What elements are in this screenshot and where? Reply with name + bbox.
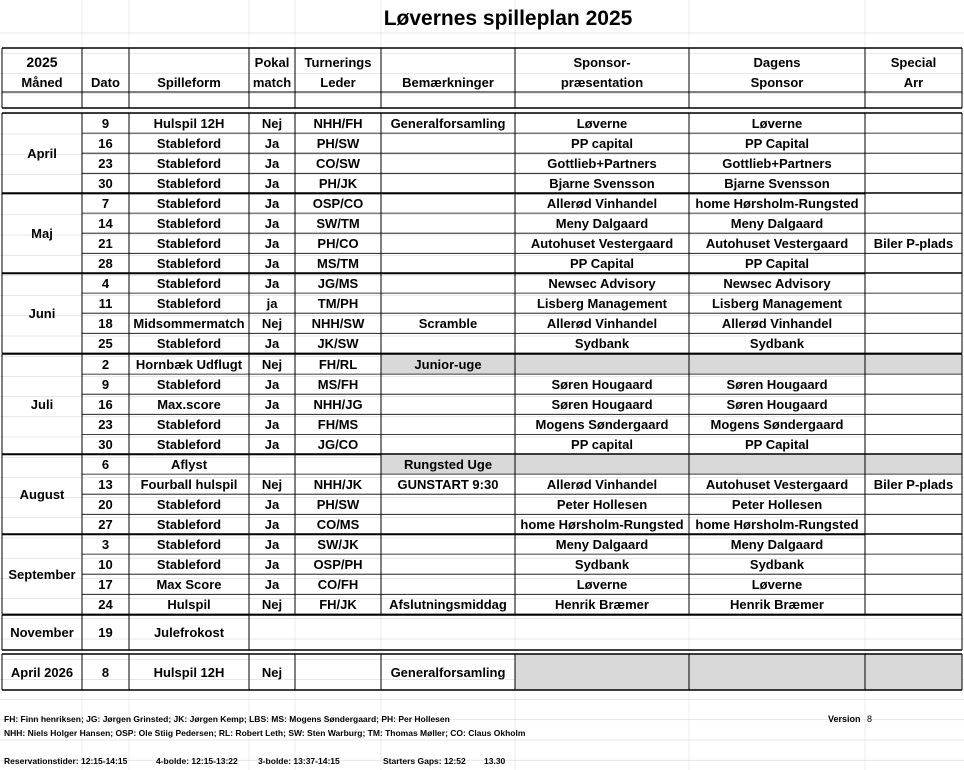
- juni-sponsor-cell: Lisberg Management: [536, 295, 668, 311]
- september-special-cell: [865, 554, 962, 574]
- september-date-cell: 24: [98, 596, 113, 612]
- juli-remarks-cell: [381, 414, 515, 434]
- juli-form-cell: Stableford: [156, 436, 222, 452]
- version-value: 8: [867, 714, 873, 724]
- august-leader-cell: NHH/JK: [313, 476, 363, 492]
- maj-day-sponsor-cell: home Hørsholm-Rungsted: [695, 195, 859, 211]
- august-sponsor-cell: [515, 454, 689, 474]
- august-special-cell: [865, 454, 962, 474]
- month-label-maj: Maj: [31, 225, 53, 241]
- august-form-cell: Stableford: [156, 516, 222, 532]
- april-day-sponsor-cell: PP Capital: [744, 135, 810, 151]
- maj-leader-cell: OSP/CO: [312, 195, 364, 211]
- september-leader-cell: FH/JK: [319, 596, 357, 612]
- juni-day-sponsor-cell: Lisberg Management: [711, 295, 843, 311]
- maj-day-sponsor-cell: Meny Dalgaard: [730, 215, 824, 231]
- juli-day-sponsor-cell: PP Capital: [744, 436, 810, 452]
- april-special-cell: [865, 113, 962, 133]
- april-leader-cell: PH/JK: [318, 175, 358, 191]
- juli-remarks-cell: [381, 374, 515, 394]
- juli-sponsor-cell: PP capital: [571, 436, 633, 452]
- maj-date-cell: 28: [98, 255, 113, 271]
- april-2026-month: April 2026: [10, 664, 74, 680]
- april-special-cell: [865, 133, 962, 153]
- maj-date-cell: 7: [101, 195, 110, 211]
- august-sponsor-cell: home Hørsholm-Rungsted: [520, 516, 684, 532]
- september-leader-cell: SW/JK: [317, 536, 359, 552]
- september-day-sponsor-cell: Henrik Bræmer: [730, 596, 824, 612]
- juni-pokal-cell: Ja: [264, 275, 280, 291]
- month-label-september: September: [8, 566, 76, 582]
- juli-day-sponsor-cell: Mogens Søndergaard: [710, 416, 844, 432]
- maj-form-cell: Stableford: [156, 255, 222, 271]
- april-sponsor-cell: PP capital: [571, 135, 633, 151]
- legend-line-2: NHH: Niels Holger Hansen; OSP: Ole Stiig Pedersen; RL: Robert Leth; SW: Sten Warburg; TM: Thomas Møller; CO: Claus Okholm: [4, 728, 526, 738]
- juli-day-sponsor-cell: [689, 354, 865, 374]
- form-header: Spilleform: [157, 74, 221, 90]
- maj-leader-cell: SW/TM: [316, 215, 360, 231]
- maj-pokal-cell: Ja: [264, 255, 280, 271]
- month-label-august: August: [19, 486, 65, 502]
- august-remarks-cell: GUNSTART 9:30: [397, 476, 499, 492]
- juli-pokal-cell: Ja: [264, 436, 280, 452]
- september-pokal-cell: Ja: [264, 536, 280, 552]
- maj-remarks-cell: [381, 233, 515, 253]
- maj-pokal-cell: Ja: [264, 195, 280, 211]
- maj-leader-cell: MS/TM: [317, 255, 359, 271]
- day-sponsor-header-1: Dagens: [753, 54, 801, 70]
- august-form-cell: Stableford: [156, 496, 222, 512]
- juni-sponsor-cell: Allerød Vinhandel: [546, 315, 658, 331]
- juni-special-cell: [865, 333, 962, 353]
- juni-sponsor-cell: Sydbank: [574, 335, 630, 351]
- august-leader-cell: CO/MS: [316, 516, 360, 532]
- juli-pokal-cell: Ja: [264, 416, 280, 432]
- maj-special-cell: [865, 193, 962, 213]
- september-form-cell: Hulspil: [167, 596, 211, 612]
- juni-special-cell: [865, 313, 962, 333]
- three-balls-times: 3-bolde: 13:37-14:15: [258, 756, 340, 766]
- april-pokal-cell: Nej: [261, 115, 283, 131]
- april-remarks-cell: [381, 173, 515, 193]
- juni-day-sponsor-cell: Sydbank: [749, 335, 805, 351]
- month-label-juli: Juli: [30, 396, 54, 412]
- september-leader-cell: CO/FH: [317, 576, 359, 592]
- april-sponsor-cell: Bjarne Svensson: [549, 175, 655, 191]
- april-day-sponsor-cell: Løverne: [751, 115, 803, 131]
- september-leader-cell: OSP/PH: [313, 556, 363, 572]
- juli-date-cell: 9: [101, 376, 110, 392]
- september-sponsor-cell: Henrik Bræmer: [555, 596, 649, 612]
- april-remarks-cell: [381, 133, 515, 153]
- maj-special-cell: [865, 213, 962, 233]
- juli-form-cell: Stableford: [156, 416, 222, 432]
- juli-form-cell: Stableford: [156, 376, 222, 392]
- juli-special-cell: [865, 374, 962, 394]
- september-remarks-cell: [381, 554, 515, 574]
- august-special-cell: [865, 494, 962, 514]
- maj-remarks-cell: [381, 253, 515, 273]
- date-header: Dato: [91, 74, 120, 90]
- maj-sponsor-cell: Allerød Vinhandel: [546, 195, 658, 211]
- april-2026-remarks: Generalforsamling: [390, 664, 506, 680]
- maj-sponsor-cell: PP Capital: [569, 255, 635, 271]
- juli-sponsor-cell: [515, 354, 689, 374]
- day-sponsor-header-2: Sponsor: [750, 74, 804, 90]
- april-pokal-cell: Ja: [264, 175, 280, 191]
- september-pokal-cell: Nej: [261, 596, 283, 612]
- maj-form-cell: Stableford: [156, 215, 222, 231]
- juli-day-sponsor-cell: Søren Hougaard: [726, 396, 828, 412]
- juni-leader-cell: JG/MS: [317, 275, 359, 291]
- september-day-sponsor-cell: Meny Dalgaard: [730, 536, 824, 552]
- august-special-cell: [865, 514, 962, 534]
- maj-form-cell: Stableford: [156, 195, 222, 211]
- september-remarks-cell: [381, 574, 515, 594]
- juli-leader-cell: MS/FH: [317, 376, 359, 392]
- april-day-sponsor-cell: Bjarne Svensson: [724, 175, 830, 191]
- leader-header-2: Leder: [320, 74, 356, 90]
- august-leader-cell: PH/SW: [316, 496, 360, 512]
- juli-special-cell: [865, 414, 962, 434]
- maj-day-sponsor-cell: PP Capital: [744, 255, 810, 271]
- juli-form-cell: Max.score: [157, 396, 221, 412]
- august-date-cell: 27: [98, 516, 113, 532]
- juli-date-cell: 16: [98, 396, 113, 412]
- juli-sponsor-cell: Mogens Søndergaard: [535, 416, 669, 432]
- april-sponsor-cell: Gottlieb+Partners: [547, 155, 657, 171]
- maj-leader-cell: PH/CO: [317, 235, 359, 251]
- juli-day-sponsor-cell: Søren Hougaard: [726, 376, 828, 392]
- august-pokal-cell: [249, 454, 295, 474]
- november-date: 19: [98, 625, 113, 640]
- juli-remarks-cell: [381, 394, 515, 414]
- november-month: November: [10, 625, 74, 640]
- april-date-cell: 9: [101, 115, 110, 131]
- august-special-cell: Biler P-plads: [873, 476, 954, 492]
- maj-date-cell: 14: [98, 215, 113, 231]
- august-sponsor-cell: Peter Hollesen: [556, 496, 648, 512]
- juni-pokal-cell: Nej: [261, 315, 283, 331]
- legend-line-1: FH: Finn henriksen; JG: Jørgen Grinsted; JK: Jørgen Kemp; LBS: MS: Mogens Søndergaard; PH: Per Hollesen: [4, 714, 450, 724]
- juni-form-cell: Stableford: [156, 275, 222, 291]
- juli-date-cell: 23: [98, 416, 113, 432]
- april-date-cell: 23: [98, 155, 113, 171]
- september-remarks-cell: [381, 534, 515, 554]
- juli-special-cell: [865, 394, 962, 414]
- maj-pokal-cell: Ja: [264, 235, 280, 251]
- maj-special-cell: Biler P-plads: [873, 235, 954, 251]
- august-remarks-cell: Rungsted Uge: [403, 456, 493, 472]
- starters-gaps-2: 13.30: [484, 756, 506, 766]
- special-header-2: Arr: [903, 74, 924, 90]
- maj-special-cell: [865, 253, 962, 273]
- april-sponsor-cell: Løverne: [576, 115, 628, 131]
- september-day-sponsor-cell: Sydbank: [749, 556, 805, 572]
- august-form-cell: Aflyst: [170, 456, 208, 472]
- juli-leader-cell: FH/RL: [318, 356, 358, 372]
- sponsor-header-2: præsentation: [560, 74, 644, 90]
- juni-day-sponsor-cell: Newsec Advisory: [723, 275, 831, 291]
- september-day-sponsor-cell: Løverne: [751, 576, 803, 592]
- month-label-april: April: [27, 145, 57, 161]
- august-remarks-cell: [381, 514, 515, 534]
- august-sponsor-cell: Allerød Vinhandel: [546, 476, 658, 492]
- four-balls-times: 4-bolde: 12:15-13:22: [156, 756, 238, 766]
- september-date-cell: 17: [98, 576, 113, 592]
- august-leader-cell: [295, 454, 381, 474]
- juni-form-cell: Stableford: [156, 335, 222, 351]
- juli-leader-cell: NHH/JG: [313, 396, 363, 412]
- juni-leader-cell: TM/PH: [317, 295, 359, 311]
- september-special-cell: [865, 534, 962, 554]
- juli-date-cell: 2: [101, 356, 110, 372]
- september-form-cell: Max Score: [156, 576, 222, 592]
- juni-date-cell: 4: [101, 275, 110, 291]
- september-form-cell: Stableford: [156, 536, 222, 552]
- april-2026-form: Hulspil 12H: [153, 664, 225, 680]
- juli-pokal-cell: Ja: [264, 376, 280, 392]
- juli-sponsor-cell: Søren Hougaard: [551, 376, 653, 392]
- juni-special-cell: [865, 293, 962, 313]
- april-form-cell: Hulspil 12H: [153, 115, 225, 131]
- april-remarks-cell: Generalforsamling: [390, 115, 506, 131]
- month-label-juni: Juni: [28, 305, 56, 321]
- juni-leader-cell: NHH/SW: [311, 315, 365, 331]
- year-header: 2025: [26, 54, 58, 70]
- pokal-header-1: Pokal: [254, 54, 290, 70]
- maj-date-cell: 21: [98, 235, 113, 251]
- april-2026-pokal: Nej: [261, 664, 283, 680]
- august-day-sponsor-cell: home Hørsholm-Rungsted: [695, 516, 859, 532]
- juli-sponsor-cell: Søren Hougaard: [551, 396, 653, 412]
- juli-leader-cell: FH/MS: [317, 416, 359, 432]
- juni-day-sponsor-cell: Allerød Vinhandel: [721, 315, 833, 331]
- juni-remarks-cell: [381, 293, 515, 313]
- april-leader-cell: NHH/FH: [313, 115, 363, 131]
- august-day-sponsor-cell: Autohuset Vestergaard: [705, 476, 849, 492]
- september-date-cell: 10: [98, 556, 113, 572]
- juli-leader-cell: JG/CO: [317, 436, 359, 452]
- juli-remarks-cell: Junior-uge: [414, 356, 482, 372]
- juni-form-cell: Stableford: [156, 295, 222, 311]
- august-pokal-cell: Ja: [264, 496, 280, 512]
- maj-pokal-cell: Ja: [264, 215, 280, 231]
- maj-form-cell: Stableford: [156, 235, 222, 251]
- august-remarks-cell: [381, 494, 515, 514]
- april-form-cell: Stableford: [156, 175, 222, 191]
- april-date-cell: 30: [98, 175, 113, 191]
- april-day-sponsor-cell: Gottlieb+Partners: [722, 155, 832, 171]
- juni-pokal-cell: Ja: [264, 335, 280, 351]
- maj-day-sponsor-cell: Autohuset Vestergaard: [705, 235, 849, 251]
- august-date-cell: 6: [101, 456, 110, 472]
- maj-remarks-cell: [381, 193, 515, 213]
- juni-form-cell: Midsommermatch: [133, 315, 245, 331]
- september-pokal-cell: Ja: [264, 556, 280, 572]
- juli-form-cell: Hornbæk Udflugt: [135, 356, 243, 372]
- special-header-1: Special: [890, 54, 937, 70]
- april-2026-date: 8: [101, 664, 110, 680]
- version-label: Version: [828, 714, 861, 724]
- sponsor-header-1: Sponsor-: [573, 54, 631, 70]
- juni-date-cell: 25: [98, 335, 113, 351]
- juni-leader-cell: JK/SW: [317, 335, 359, 351]
- juni-date-cell: 18: [98, 315, 113, 331]
- juni-special-cell: [865, 273, 962, 293]
- april-special-cell: [865, 153, 962, 173]
- september-sponsor-cell: Sydbank: [574, 556, 630, 572]
- maj-remarks-cell: [381, 213, 515, 233]
- maj-sponsor-cell: Meny Dalgaard: [555, 215, 649, 231]
- april-leader-cell: CO/SW: [315, 155, 361, 171]
- april-pokal-cell: Ja: [264, 135, 280, 151]
- september-sponsor-cell: Meny Dalgaard: [555, 536, 649, 552]
- september-date-cell: 3: [101, 536, 110, 552]
- starters-gaps: Starters Gaps: 12:52: [383, 756, 466, 766]
- april-pokal-cell: Ja: [264, 155, 280, 171]
- juli-special-cell: [865, 354, 962, 374]
- august-form-cell: Fourball hulspil: [140, 476, 238, 492]
- november-form: Julefrokost: [153, 625, 225, 640]
- leader-header-1: Turnerings: [304, 54, 372, 70]
- juni-remarks-cell: [381, 273, 515, 293]
- august-date-cell: 20: [98, 496, 113, 512]
- april-remarks-cell: [381, 153, 515, 173]
- april-date-cell: 16: [98, 135, 113, 151]
- juli-pokal-cell: Ja: [264, 396, 280, 412]
- september-form-cell: Stableford: [156, 556, 222, 572]
- juli-date-cell: 30: [98, 436, 113, 452]
- september-sponsor-cell: Løverne: [576, 576, 628, 592]
- month-header: Måned: [21, 74, 63, 90]
- august-pokal-cell: Ja: [264, 516, 280, 532]
- juni-remarks-cell: [381, 333, 515, 353]
- page-title: Løvernes spilleplan 2025: [383, 7, 633, 30]
- reservation-times: Reservationstider: 12:15-14:15: [4, 756, 128, 766]
- august-pokal-cell: Nej: [261, 476, 283, 492]
- august-day-sponsor-cell: [689, 454, 865, 474]
- juni-pokal-cell: ja: [266, 295, 278, 311]
- juni-sponsor-cell: Newsec Advisory: [548, 275, 656, 291]
- april-form-cell: Stableford: [156, 135, 222, 151]
- april-special-cell: [865, 173, 962, 193]
- september-pokal-cell: Ja: [264, 576, 280, 592]
- september-special-cell: [865, 574, 962, 594]
- maj-sponsor-cell: Autohuset Vestergaard: [530, 235, 674, 251]
- august-day-sponsor-cell: Peter Hollesen: [731, 496, 823, 512]
- juli-special-cell: [865, 434, 962, 454]
- april-leader-cell: PH/SW: [316, 135, 360, 151]
- september-special-cell: [865, 594, 962, 614]
- juni-date-cell: 11: [98, 295, 113, 311]
- pokal-header-2: match: [252, 74, 292, 90]
- april-form-cell: Stableford: [156, 155, 222, 171]
- remarks-header: Bemærkninger: [402, 74, 494, 90]
- august-date-cell: 13: [98, 476, 113, 492]
- juli-pokal-cell: Nej: [261, 356, 283, 372]
- september-remarks-cell: Afslutningsmiddag: [389, 596, 507, 612]
- juni-remarks-cell: Scramble: [418, 315, 478, 331]
- juli-remarks-cell: [381, 434, 515, 454]
